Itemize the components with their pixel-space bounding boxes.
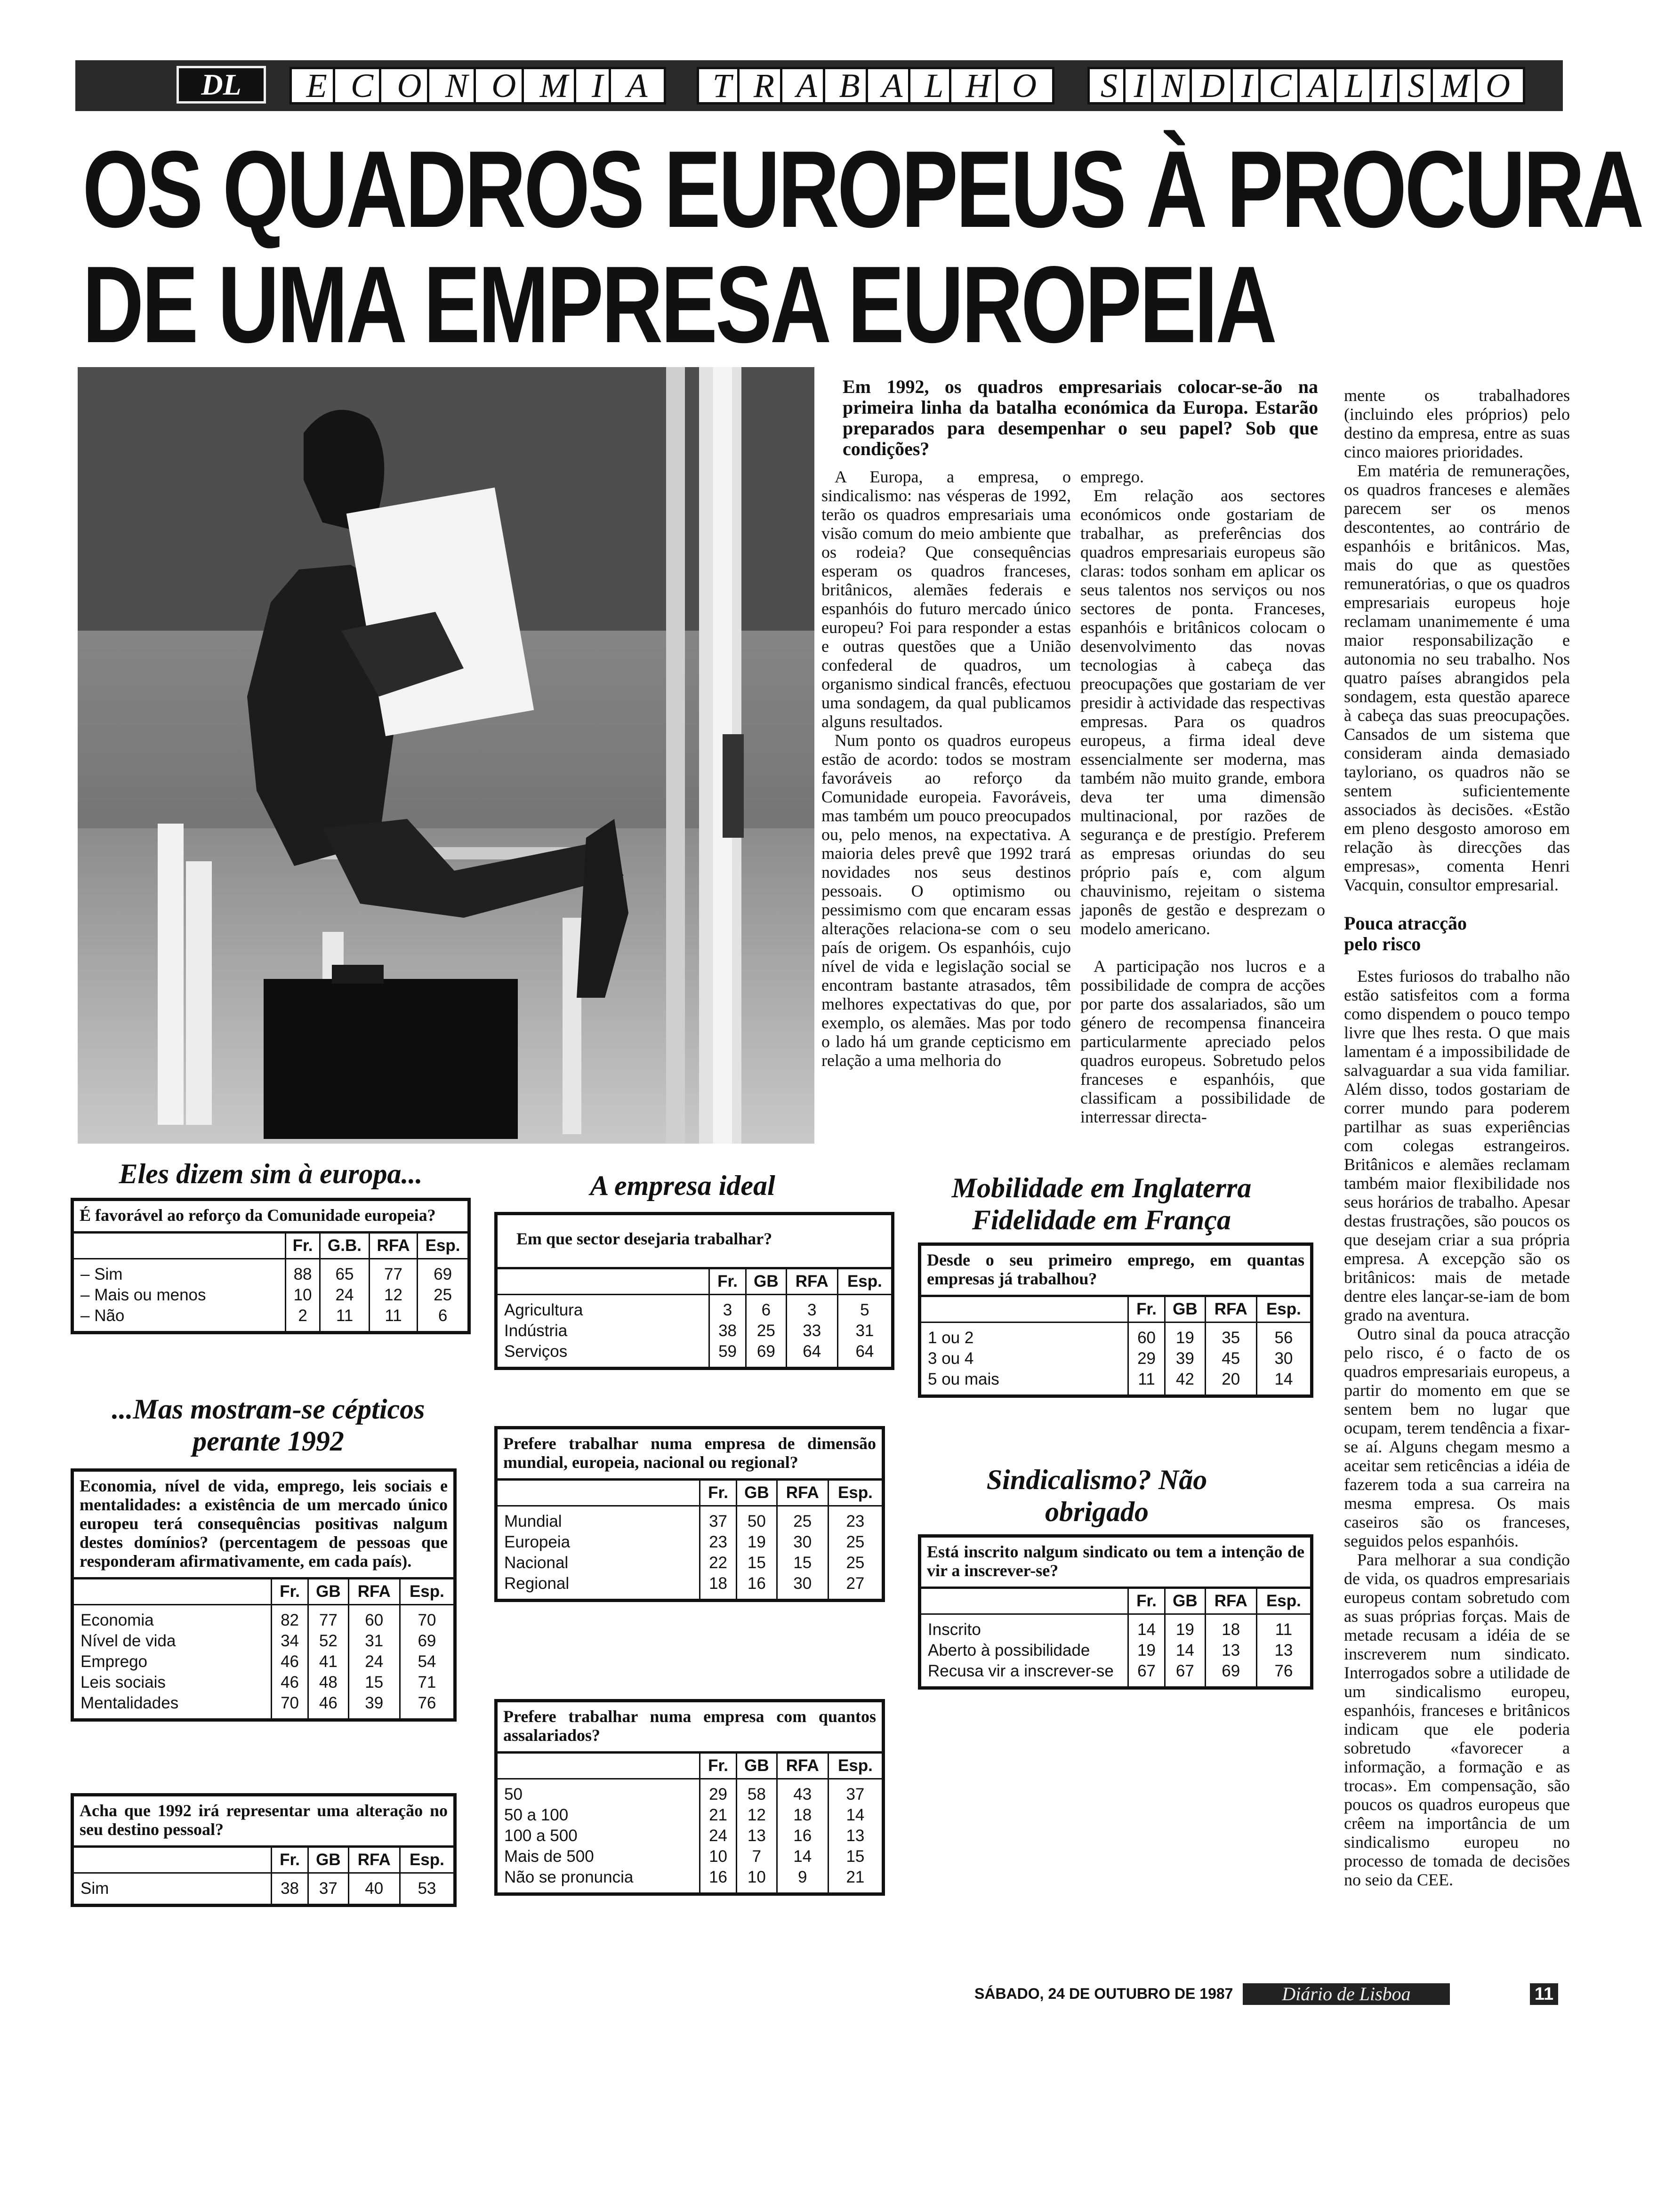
- section-label-sindicalismo: S I N D I C A L I S M O: [1087, 67, 1525, 104]
- article-column-3: [1344, 386, 1570, 1889]
- survey-table-mobilidade: Desde o seu primeiro emprego, em quantas empresas já trabalhou? Fr. GB RFA Esp. 1 ou 2 60 19 35 56 3 ou 4 29 39 45 30 5 ou mais 11 42 20 14: [918, 1242, 1313, 1398]
- paragraph: Em matéria de remunerações, os quadros franceses e alemães parecem ser os menos descontentes, ao contrário de espanhóis e britânicos. Mas, mais do que as questões remuneratórias, o que os quadros empresariais europeus hoje reclamam unanimemente é uma maior responsabilização e autonomia no seu trabalho. Nos quatro países abrangidos pela sondagem, esta questão aparece à cabeça das suas preocupações. Cansados de um sistema que consideram ainda demasiado tayloriano, os quadros não se sentem suficientemente associados às decisões. «Estão em pleno desgosto amoroso em relação às direcções das empresas», comenta Henri Vacquin, consultor empresarial.: [1344, 461, 1570, 894]
- table-row: – Sim 88 65 77 69: [72, 1259, 469, 1285]
- page-footer: [974, 1980, 1558, 2009]
- article-lead: Em 1992, os quadros empresariais colocar-se-ão na primeira linha da batalha económica da Europa. Estarão preparados para desempenhar o seu papel? Sob que condições?: [843, 376, 1318, 459]
- table-row: Inscrito 14 19 18 11: [920, 1614, 1312, 1641]
- subheading: Pouca atracção pelo risco: [1344, 913, 1467, 954]
- survey-table-assalariados: Prefere trabalhar numa empresa com quantos assalariados? Fr. GB RFA Esp. 50 29 58 43 37 50 a 100 21 12 18 14 100 a 500 24 13 16 13 Mais de 500 10 7 14 15 Não se pronuncia 16 10 9 21: [494, 1699, 885, 1896]
- headline-line-2: DE UMA EMPRESA EUROPEIA: [82, 244, 1275, 366]
- section-label-trabalho: T R A B A L H O: [697, 67, 1054, 104]
- box-title-cepticos: ...Mas mostram-se cépticos perante 1992: [112, 1394, 425, 1457]
- paragraph: Para melhorar a sua condição de vida, os quadros empresariais europeus contam sobretudo com as suas próprias forças. Mais de metade recusam a idéia de se inscreverem num sindicato. Interrogados sobre a utilidade de um sindicalismo europeu, espanhóis, franceses e britânicos indicam que ele poderia sobretudo «favorecer a informação, a formação e as trocas». Em compensação, são poucos os quadros europeus que crêem na importância de um sindicalismo europeu no processo de tomada de decisões no seio da CEE.: [1344, 1550, 1570, 1889]
- table-row: Emprego 46 41 24 54: [72, 1651, 455, 1672]
- section-header-band: [75, 60, 1563, 111]
- table-row: 50 29 58 43 37: [496, 1779, 884, 1805]
- survey-table-sector: Em que sector desejaria trabalhar? Fr. GB RFA Esp. Agricultura 3 6 3 5 Indústria 38 25 33 31 Serviços 59 69 64 64: [494, 1212, 894, 1370]
- article-column-1: [821, 467, 1071, 1070]
- table-question: Prefere trabalhar numa empresa de dimensão mundial, europeia, nacional ou regional?: [496, 1428, 884, 1480]
- table-row: 5 ou mais 11 42 20 14: [920, 1369, 1312, 1396]
- paragraph: emprego.: [1080, 467, 1144, 486]
- section-label-economia: E C O N O M I A: [290, 67, 666, 104]
- table-row: – Mais ou menos 10 24 12 25: [72, 1285, 469, 1306]
- survey-table-dominios: Economia, nível de vida, emprego, leis sociais e mentalidades: a existência de um mercado único europeu terá consequências positivas nalgum destes domínios? (percentagem de pessoas que responderam afirmativamente, em cada país). Fr. GB RFA Esp. Economia 82 77 60 70 Nível de vida 34 52 31 69 Emprego 46 41 24 54 Leis sociais 46 48 15 71 Mentalidades 70 46 39 76: [71, 1468, 457, 1722]
- table-question: Está inscrito nalgum sindicato ou tem a intenção de vir a inscrever-se?: [920, 1536, 1312, 1588]
- survey-table-destino: Acha que 1992 irá representar uma alteração no seu destino pessoal? Fr. GB RFA Esp. Sim 38 37 40 53: [71, 1793, 457, 1907]
- survey-table-dimensao: Prefere trabalhar numa empresa de dimensão mundial, europeia, nacional ou regional? Fr. GB RFA Esp. Mundial 37 50 25 23 Europeia 23 19 30 25 Nacional 22 15 15 25 Regional 18 16 30 27: [494, 1426, 885, 1602]
- paragraph: A Europa, a empresa, o sindicalismo: nas vésperas de 1992, terão os quadros empresariais uma visão comum do meio ambiente que os rodeia? Que consequências esperam os quadros franceses, britânicos, alemães federais e espanhóis do futuro mercado único europeu? Foi para responder a estas e outras questões que a União confederal de quadros, um organismo sindical francês, efectuou uma sondagem, da qual publicamos alguns resultados.: [821, 467, 1071, 731]
- table-question: Prefere trabalhar numa empresa com quantos assalariados?: [496, 1701, 884, 1753]
- table-row: Mais de 500 10 7 14 15: [496, 1846, 884, 1867]
- paragraph: Num ponto os quadros europeus estão de acordo: todos se mostram favoráveis ao reforço da Comunidade europeia. Favoráveis, mas também um pouco preocupados ou, pelo menos, na expectativa. A maioria deles prevê que 1992 trará novidades nos seus destinos pessoais. O optimismo ou pessimismo com que encaram essas alterações relaciona-se com o seu país de origem. Os espanhóis, cujo nível de vida e legislação social se encontram bastante atrasados, têm melhores expectativas do que, por exemplo, os alemães. Mas por todo o lado há um grande cepticismo em relação a uma melhoria do: [821, 731, 1071, 1070]
- box-title-sim-europa: Eles dizem sim à europa...: [119, 1158, 423, 1189]
- survey-table-reforco: É favorável ao reforço da Comunidade europeia? Fr. G.B. RFA Esp. – Sim 88 65 77 69 – Mais ou menos 10 24 12 25 – Não 2 11 11 6: [71, 1198, 471, 1334]
- table-row: 3 ou 4 29 39 45 30: [920, 1348, 1312, 1369]
- table-row: Nível de vida 34 52 31 69: [72, 1631, 455, 1651]
- headline-line-1: OS QUADROS EUROPEUS À PROCURA: [82, 128, 1642, 250]
- table-row: 50 a 100 21 12 18 14: [496, 1805, 884, 1826]
- table-question: Economia, nível de vida, emprego, leis sociais e mentalidades: a existência de um mercado único europeu terá consequências positivas nalgum destes domínios? (percentagem de pessoas que responderam afirmativamente, em cada país).: [72, 1470, 455, 1579]
- masthead-logo: Diário de Lisboa: [1243, 1983, 1450, 2005]
- table-row: Regional 18 16 30 27: [496, 1573, 884, 1601]
- paragraph: mente os trabalhadores (incluindo eles próprios) pelo destino da empresa, entre as suas cinco maiores prioridades.: [1344, 386, 1570, 461]
- table-row: 1 ou 2 60 19 35 56: [920, 1322, 1312, 1349]
- table-row: Aberto à possibilidade 19 14 13 13: [920, 1640, 1312, 1661]
- survey-table-sindicato: Está inscrito nalgum sindicato ou tem a intenção de vir a inscrever-se? Fr. GB RFA Esp. Inscrito 14 19 18 11 Aberto à possibilidade 19 14 13 13 Recusa vir a inscrever-se 67 67 69 76: [918, 1534, 1313, 1690]
- table-question: Em que sector desejaria trabalhar?: [496, 1214, 893, 1268]
- table-question: Acha que 1992 irá representar uma alteração no seu destino pessoal?: [72, 1795, 455, 1847]
- table-row: Indústria 38 25 33 31: [496, 1321, 893, 1341]
- table-question: Desde o seu primeiro emprego, em quantas empresas já trabalhou?: [920, 1244, 1312, 1296]
- table-row: Não se pronuncia 16 10 9 21: [496, 1867, 884, 1894]
- box-title-sindicalismo: Sindicalismo? Não obrigado: [986, 1464, 1207, 1527]
- publication-date: SÁBADO, 24 DE OUTUBRO DE 1987: [974, 1985, 1233, 2002]
- box-title-empresa-ideal: A empresa ideal: [590, 1170, 775, 1201]
- table-row: Mentalidades 70 46 39 76: [72, 1693, 455, 1720]
- table-row: Sim 38 37 40 53: [72, 1873, 455, 1906]
- box-title-mobilidade: Mobilidade em Inglaterra Fidelidade em França: [951, 1172, 1252, 1235]
- table-question: É favorável ao reforço da Comunidade europeia?: [72, 1200, 469, 1233]
- headline: [82, 128, 1642, 366]
- table-row: Recusa vir a inscrever-se 67 67 69 76: [920, 1661, 1312, 1688]
- table-row: Nacional 22 15 15 25: [496, 1553, 884, 1573]
- table-row: 100 a 500 24 13 16 13: [496, 1826, 884, 1846]
- paragraph: Em relação aos sectores económicos onde gostariam de trabalhar, as preferências dos quadros empresariais europeus são claras: todos sonham em aplicar os seus talentos nos serviços ou nos sectores de ponta. Franceses, espanhóis e britânicos colocam o desenvolvimento das novas tecnologias à cabeça das preocupações que gostariam de ver presidir à actividade das respectivas empresas. Para os quadros europeus, a firma ideal deve essencialmente ser moderna, mas também não muito grande, embora deva ter uma dimensão multinacional, por razões de segurança e de prestígio. Preferem as empresas oriundas do seu próprio país e, com algum chauvinismo, rejeitam o sistema japonês de gestão e desprezam o modelo americano.: [1080, 486, 1325, 938]
- table-row: Leis sociais 46 48 15 71: [72, 1672, 455, 1693]
- page-number: 11: [1530, 1983, 1558, 2005]
- photo-man-reading-newspaper: [78, 367, 814, 1144]
- table-row: Mundial 37 50 25 23: [496, 1506, 884, 1532]
- table-row: Agricultura 3 6 3 5: [496, 1295, 893, 1321]
- table-row: Europeia 23 19 30 25: [496, 1532, 884, 1553]
- newspaper-logo: DL: [177, 66, 266, 104]
- article-column-2: [1080, 467, 1325, 1126]
- photo-illustration: [78, 367, 814, 1144]
- table-row: – Não 2 11 11 6: [72, 1306, 469, 1333]
- paragraph: A participação nos lucros e a possibilidade de compra de acções por parte dos assalariados, são um género de recompensa financeira particularmente apreciado pelos quadros europeus. Sobretudo pelos franceses e espanhóis, que classificam a possibilidade de interressar directa-: [1080, 957, 1325, 1126]
- paragraph: Estes furiosos do trabalho não estão satisfeitos com a forma como dispendem o pouco tempo livre que lhes resta. O que mais lamentam é a impossibilidade de salvaguardar a sua vida familiar. Além disso, todos gostariam de correr mundo para poderem partilhar as suas experiências com colegas estrangeiros. Britânicos e alemães reclamam também maior flexibilidade nos seus horários de trabalho. Apesar destas frustrações, são poucos os que desejam criar a sua própria empresa. A excepção são os britânicos: mais de metade dentre eles lançar-se-iam de bom grado na aventura.: [1344, 967, 1570, 1324]
- table-row: Serviços 59 69 64 64: [496, 1341, 893, 1369]
- paragraph: Outro sinal da pouca atracção pelo risco, é o facto de os quadros empresariais europeus, a partir do momento em que se sentem bem no lugar que ocupam, terem tendência a fixar-se aí. Alguns chegam mesmo a aceitar sem reticências a idéia de fazerem toda a sua carreira na mesma empresa. Os mais caseiros são os franceses, seguidos pelos espanhóis.: [1344, 1324, 1570, 1550]
- table-row: Economia 82 77 60 70: [72, 1605, 455, 1631]
